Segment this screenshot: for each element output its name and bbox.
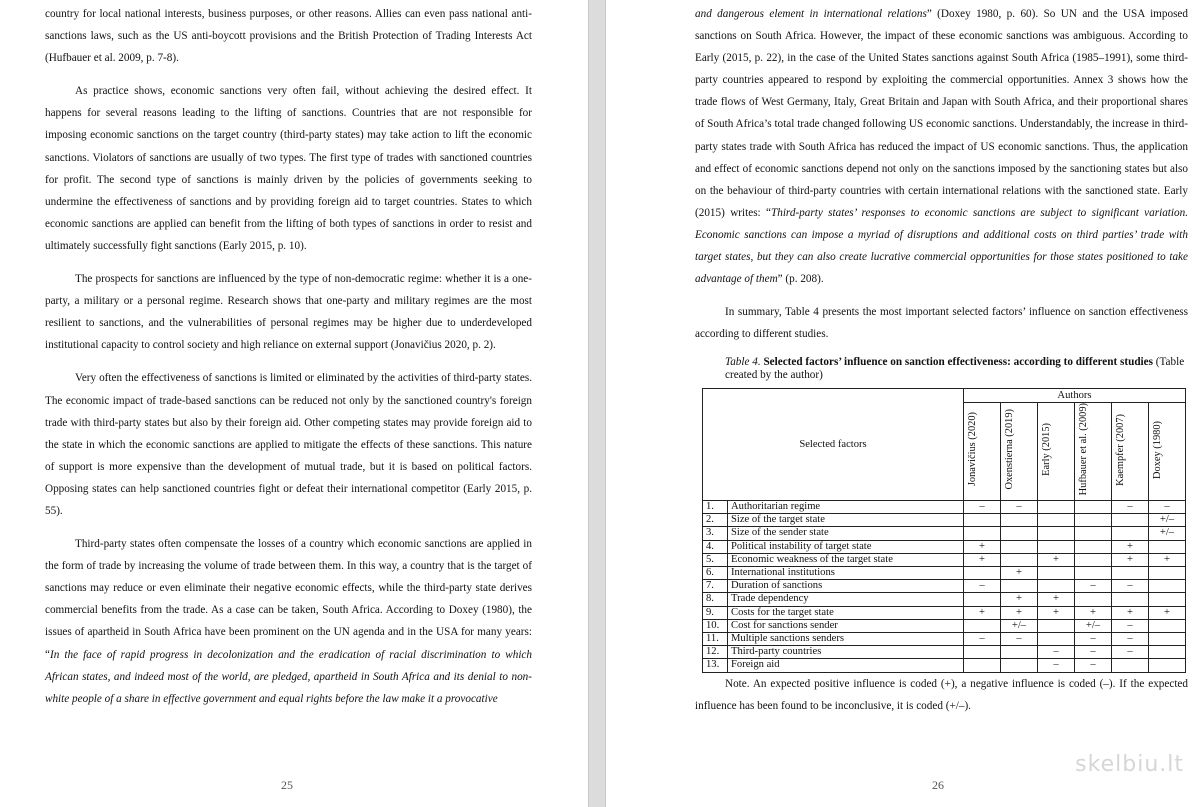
table-row [703, 619, 1186, 632]
influence-cell [1112, 659, 1149, 672]
influence-cell [1038, 619, 1075, 632]
author-header: Hufbauer et al. (2009) [1075, 403, 1112, 501]
influence-cell [1112, 527, 1149, 540]
caption-suffix: (Table created by the author) [725, 356, 1185, 382]
influence-cell [1149, 540, 1186, 553]
influence-cell: + [1112, 540, 1149, 553]
influence-cell: – [1149, 500, 1186, 513]
influence-cell [1038, 632, 1075, 645]
influence-cell: – [1112, 646, 1149, 659]
influence-cell [1001, 659, 1038, 672]
factor-name: Size of the sender state [728, 527, 964, 540]
influence-cell: – [1075, 632, 1112, 645]
influence-cell [1075, 527, 1112, 540]
left-page [0, 0, 588, 807]
influence-cell: + [1038, 606, 1075, 619]
right-page-text [695, 3, 1188, 717]
influence-cell [964, 619, 1001, 632]
factor-name: Costs for the target state [728, 606, 964, 619]
influence-cell [1001, 514, 1038, 527]
influence-cell: – [1075, 580, 1112, 593]
influence-cell: – [1038, 659, 1075, 672]
row-number: 5. [703, 553, 728, 566]
influence-cell: + [1112, 553, 1149, 566]
factor-name: Trade dependency [728, 593, 964, 606]
author-header: Doxey (1980) [1149, 403, 1186, 501]
row-number: 7. [703, 580, 728, 593]
influence-cell [1149, 646, 1186, 659]
influence-cell [1075, 566, 1112, 579]
table-row [703, 540, 1186, 553]
paragraph-text: Third-party states often compensate the losses of a country which economic sanctions are applied in the form of trade by increasing the volume of trade between them. In this way, a country that is the target of sanctions may reduce or even eliminate their negative economic effects, while the third-party state derives commercial benefits from the trade. As a case can be taken, South Africa. According to Doxey (1980), the issues of apartheid in South Africa have been prominent on the UN agenda and in the USA for many years: “ [45, 538, 532, 661]
paragraph: The prospects for sanctions are influenced by the type of non-democratic regime: whether it is a one-party, a military or a personal regime. Research shows that one-party and military regimes are the most resilient to sanctions, and the vulnerabilities of personal regimes may be higher due to underdeveloped institutional capacity to control society and high reliance on external support (Jonavičius 2020, p. 2). [45, 273, 532, 352]
influence-cell: + [1149, 553, 1186, 566]
influence-cell [1112, 566, 1149, 579]
factor-name: Duration of sanctions [728, 580, 964, 593]
influence-cell: + [1001, 606, 1038, 619]
influence-cell [1112, 514, 1149, 527]
factor-name: Cost for sanctions sender [728, 619, 964, 632]
table-row [703, 500, 1186, 513]
influence-cell [1149, 593, 1186, 606]
table-row [703, 580, 1186, 593]
row-number: 1. [703, 500, 728, 513]
authors-header: Authors [964, 389, 1186, 403]
table-row [703, 659, 1186, 672]
paragraph: country for local national interests, business purposes, or other reasons. Allies can even pass national anti-sanctions laws, such as the US anti-boycott provisions and the British Protection of Trading Interests Act (Hufbauer et al. 2009, p. 7-8). [45, 8, 532, 65]
influence-cell [1075, 593, 1112, 606]
left-page-text [45, 3, 532, 710]
influence-cell [1149, 619, 1186, 632]
influence-cell [1038, 566, 1075, 579]
factor-name: Size of the target state [728, 514, 964, 527]
influence-cell: +/– [1149, 527, 1186, 540]
influence-cell [1075, 540, 1112, 553]
influence-cell [1149, 580, 1186, 593]
quote-text: Third-party states’ responses to economic sanctions are subject to significant variation. Economic sanctions can impose a myriad of disruptions and additional costs on third parties’ trade with target states, but they can also create lucrative commercial opportunities for those states positioned to take advantage of them [695, 206, 1188, 286]
row-number: 10. [703, 619, 728, 632]
page-gutter [588, 0, 606, 807]
influence-cell [1112, 593, 1149, 606]
influence-cell [964, 659, 1001, 672]
influence-cell: +/– [1075, 619, 1112, 632]
row-number: 4. [703, 540, 728, 553]
influence-cell: + [964, 553, 1001, 566]
influence-cell [964, 566, 1001, 579]
caption-label: Table 4. [725, 356, 761, 369]
influence-cell [1001, 527, 1038, 540]
influence-cell: + [1075, 606, 1112, 619]
row-number: 13. [703, 659, 728, 672]
influence-cell [964, 527, 1001, 540]
influence-cell: – [964, 580, 1001, 593]
author-header: Kaempfer (2007) [1112, 403, 1149, 501]
paragraph: In summary, Table 4 presents the most important selected factors’ influence on sanction effectiveness according to different studies. [695, 306, 1188, 341]
paragraph [45, 533, 532, 710]
row-number: 11. [703, 632, 728, 645]
caption-title: Selected factors’ influence on sanction effectiveness: according to different studies [763, 356, 1153, 369]
influence-cell: – [1038, 646, 1075, 659]
influence-cell: +/– [1149, 514, 1186, 527]
factor-name: Third-party countries [728, 646, 964, 659]
influence-cell: + [1112, 606, 1149, 619]
factor-name: Economic weakness of the target state [728, 553, 964, 566]
influence-cell [964, 646, 1001, 659]
row-number: 12. [703, 646, 728, 659]
influence-cell: – [1112, 619, 1149, 632]
table-note: Note. An expected positive influence is coded (+), a negative influence is coded (–). If the expected influence has been found to be inconclusive, it is coded (+/–). [695, 677, 1188, 712]
table-row [703, 593, 1186, 606]
influence-cell: – [1075, 659, 1112, 672]
paragraph-text: ” (p. 208). [777, 273, 824, 286]
factor-name: Foreign aid [728, 659, 964, 672]
influence-cell: + [1038, 593, 1075, 606]
page-number: 25 [281, 778, 293, 792]
paragraph: Very often the effectiveness of sanctions is limited or eliminated by the activities of third-party states. The economic impact of trade-based sanctions can be reduced not only by the sanctioned country's foreign trade with third-party states but also by their foreign aid. Other competing states may provide foreign aid to the state in which the economic sanctions are applied to mitigate the effects of these sanctions. This nature of support is more expensive than the development of mutual trade, but it is based on political factors. Opposing states can help sanctioned countries fight or defeat their international competitor (Early 2015, p. 55). [45, 372, 532, 517]
table-row [703, 553, 1186, 566]
influence-cell [1001, 540, 1038, 553]
influence-cell [1075, 553, 1112, 566]
paragraph [695, 3, 1188, 290]
influence-cell [964, 593, 1001, 606]
influence-cell: + [1149, 606, 1186, 619]
influence-cell [1149, 566, 1186, 579]
factor-name: Political instability of target state [728, 540, 964, 553]
right-page [606, 0, 1200, 807]
influence-cell [1038, 514, 1075, 527]
influence-cell: +/– [1001, 619, 1038, 632]
table-caption [725, 356, 1188, 382]
factors-header: Selected factors [703, 389, 964, 501]
factor-name: International institutions [728, 566, 964, 579]
author-header: Oxenstierna (2019) [1001, 403, 1038, 501]
influence-cell: – [1112, 632, 1149, 645]
influence-cell [1038, 540, 1075, 553]
quote-text: and dangerous element in international relations [695, 8, 927, 20]
factors-table [702, 388, 1186, 672]
influence-cell: + [964, 606, 1001, 619]
table-body [703, 500, 1186, 672]
influence-cell: + [964, 540, 1001, 553]
influence-cell: – [1001, 500, 1038, 513]
influence-cell [1075, 514, 1112, 527]
influence-cell: – [1075, 646, 1112, 659]
row-number: 3. [703, 527, 728, 540]
row-number: 6. [703, 566, 728, 579]
table-row [703, 632, 1186, 645]
author-header: Jonavičius (2020) [964, 403, 1001, 501]
influence-cell: + [1001, 566, 1038, 579]
row-number: 2. [703, 514, 728, 527]
influence-cell: – [1112, 500, 1149, 513]
influence-cell: – [964, 500, 1001, 513]
paragraph-text: ” (Doxey 1980, p. 60). So UN and the USA imposed sanctions on South Africa. However, the impact of these economic sanctions was ambiguous. According to Early (2015, p. 22), in the case of the United States sanctions against South Africa (1985–1991), some third-party countries appeared to respond by exploiting the commercial opportunities. Annex 3 shows how the trade flows of West Germany, Italy, Great Britain and Japan with South Africa, and their proportional shares of South Africa’s total trade changed following US economic sanctions. Understandably, the increase in third-party states trade with South Africa has reduced the impact of US economic sanctions. Thus, the application and effect of economic sanctions depend not only on the sanctions imposed by the sanctioning states but also on the behaviour of third-party countries with certain international relations with the sanctioned state. Early (2015) writes: “ [695, 8, 1188, 219]
influence-cell: – [1112, 580, 1149, 593]
influence-cell [1149, 632, 1186, 645]
table-row [703, 606, 1186, 619]
influence-cell: – [1001, 632, 1038, 645]
paragraph: As practice shows, economic sanctions very often fail, without achieving the desired effect. It happens for several reasons leading to the lifting of sanctions. Countries that are not responsible for imposing economic sanctions on the target country (third-party states) may take action to lift the economic sanctions. Violators of sanctions are usually of two types. The first type of trades with sanctioned countries for profit. The second type of sanctions is mainly driven by the policies of governments seeking to undermine the effectiveness of sanctions and by providing foreign aid to target countries. States to which economic sanctions are applied can benefit from the lifting of both types of sanctions in order to resist and ultimately successfully fight sanctions (Early 2015, p. 10). [45, 85, 532, 252]
table-row [703, 527, 1186, 540]
table-row [703, 646, 1186, 659]
row-number: 9. [703, 606, 728, 619]
factor-name: Multiple sanctions senders [728, 632, 964, 645]
table-row [703, 514, 1186, 527]
influence-cell [1001, 580, 1038, 593]
table-row [703, 566, 1186, 579]
influence-cell: + [1038, 553, 1075, 566]
factor-name: Authoritarian regime [728, 500, 964, 513]
page-number: 26 [932, 778, 944, 792]
influence-cell: – [964, 632, 1001, 645]
influence-cell [964, 514, 1001, 527]
influence-cell [1038, 500, 1075, 513]
quote-text: In the face of rapid progress in decolonization and the eradication of racial discrimination to which African states, and indeed most of the world, are pledged, apartheid in South Africa and its denial to non-white people of a share in effective government and equal rights before the law make it a provocative [45, 648, 532, 705]
influence-cell [1149, 659, 1186, 672]
watermark: skelbiu.lt [1075, 752, 1184, 777]
influence-cell [1038, 580, 1075, 593]
row-number: 8. [703, 593, 728, 606]
influence-cell [1001, 646, 1038, 659]
influence-cell [1038, 527, 1075, 540]
influence-cell [1001, 553, 1038, 566]
author-header: Early (2015) [1038, 403, 1075, 501]
influence-cell: + [1001, 593, 1038, 606]
influence-cell [1075, 500, 1112, 513]
